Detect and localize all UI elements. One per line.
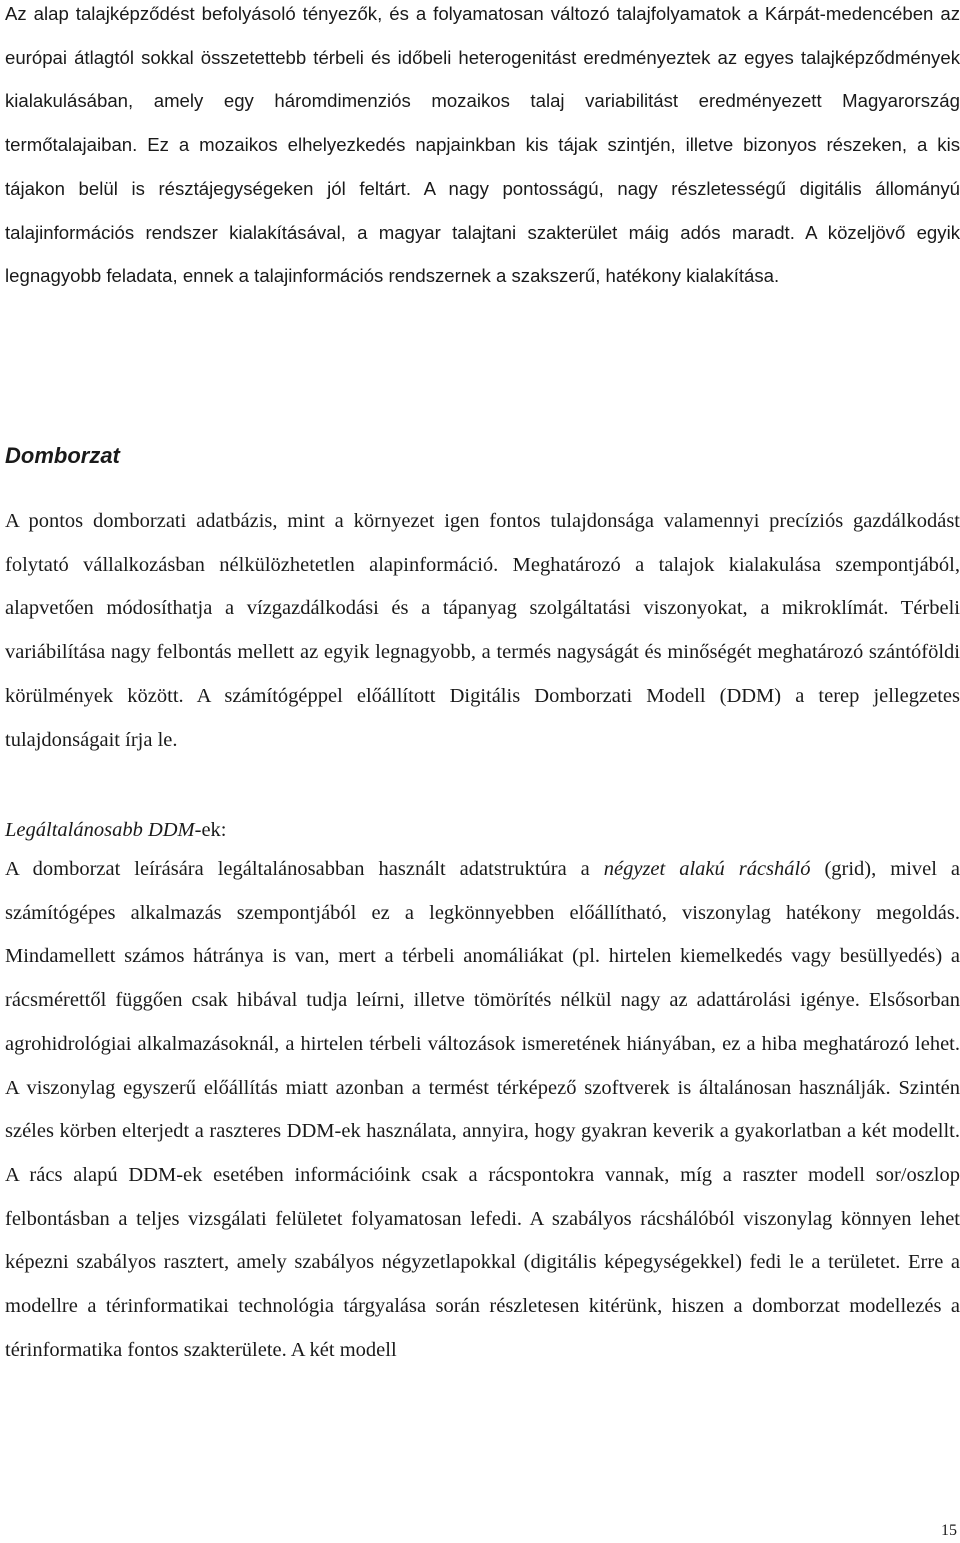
- section-heading: Domborzat: [5, 443, 120, 468]
- subsection-paragraph: [5, 848, 960, 1372]
- subsection-text-start: A domborzat leírására legáltalánosabban használt adatstruktúra a: [5, 858, 604, 880]
- subsection-heading-suffix: -ek:: [194, 819, 227, 841]
- subsection-heading-italic: Legáltalánosabb DDM: [5, 819, 195, 841]
- emphasis-text: négyzet alakú rácsháló: [603, 858, 811, 880]
- intro-paragraph: Az alap talajképződést befolyásoló tényezők, és a folyamatosan változó talajfolyamatok a Kárpát-medencében az európai átlagtól sokkal összetettebb térbeli és időbeli heterogenitást eredményeztek az egyes talajképződmények kialakulásában, amely egy háromdimenziós mozaikos talaj variabilitást eredményezett Magyarország termőtalajaiban. Ez a mozaikos elhelyezkedés napjainkban kis tájak szintjén, illetve bizonyos részeken, a kis tájakon belül is résztájegységeken jól feltárt. A nagy pontosságú, nagy részletességű digitális állományú talajinformációs rendszer kialakításával, a magyar talajtani szakterület máig adós maradt. A közeljövő egyik legnagyobb feladata, ennek a talajinformációs rendszernek a szakszerű, hatékony kialakítása.: [5, 3, 960, 287]
- subsection-heading: [5, 812, 227, 848]
- section-paragraph: A pontos domborzati adatbázis, mint a környezet igen fontos tulajdonsága valamennyi precíziós gazdálkodást folytató vállalkozásban nélkülözhetetlen alapinformáció. Meghatározó a talajok kialakulása szempontjából, alapvetően módosíthatja a vízgazdálkodási és a tápanyag szolgáltatási viszonyokat, a mikroklímát. Térbeli variábilítása nagy felbontás mellett az egyik legnagyobb, a termés nagyságát és minőségét meghatározó szántóföldi körülmények között. A számítógéppel előállított Digitális Domborzati Modell (DDM) a terep jellegzetes tulajdonságait írja le.: [5, 510, 960, 751]
- page-number: 15: [941, 1522, 957, 1539]
- subsection-text-rest: (grid), mivel a számítógépes alkalmazás szempontjából ez a legkönnyebben előállítható, viszonylag hatékony megoldás. Mindamellett számos hátránya is van, mert a térbeli anomáliákat (pl. hirtelen kiemelkedés vagy besüllyedés) a rácsmérettől függően csak hibával tudja leírni, illetve tömörítés nélkül nagy az adattárolási igénye. Elsősorban agrohidrológiai alkalmazásoknál, a hirtelen térbeli változások ismeretének hiányában, ez a hiba meghatározó lehet. A viszonylag egyszerű előállítás miatt azonban a termést térképező szoftverek is általánosan használják. Szintén széles körben elterjedt a raszteres DDM-ek használata, annyira, hogy gyakran keverik a gyakorlatban a két modellt. A rács alapú DDM-ek esetében információink csak a rácspontokra vannak, míg a raszter modell sor/oszlop felbontásban a teljes vizsgálati felületet folyamatosan lefedi. A szabályos rácshálóból viszonylag könnyen lehet képezni szabályos rasztert, amely szabályos négyzetlapokkal (digitális képegységekkel) fedi le a területet. Erre a modellre a térinformatikai technológia tárgyalása során részletesen kitérünk, hiszen a domborzat modellezés a térinformatika fontos szakterülete. A két modell: [5, 858, 960, 1361]
